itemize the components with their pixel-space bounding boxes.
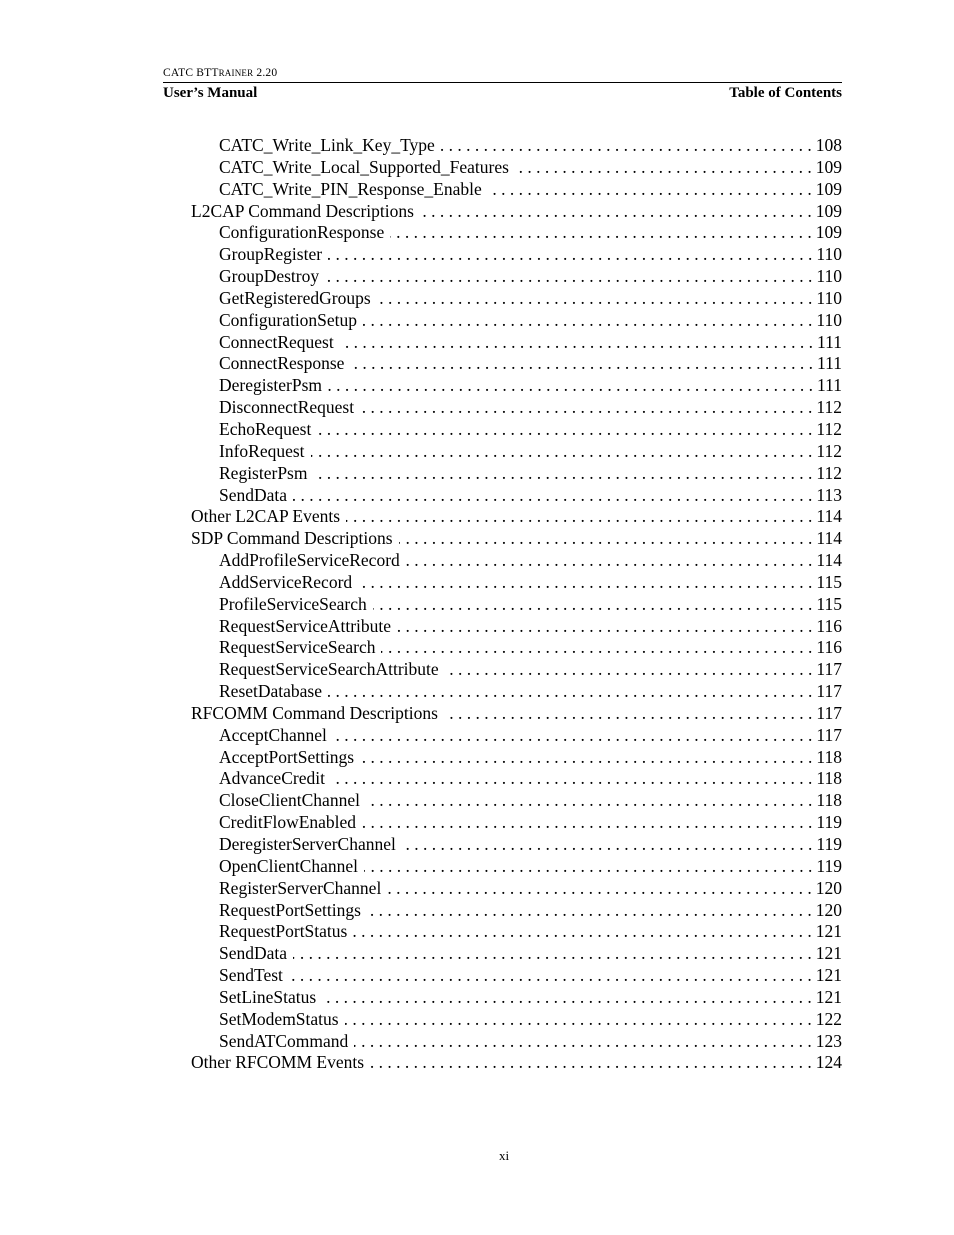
toc-entry-page: 124 <box>815 1052 842 1073</box>
toc-entry[interactable] <box>163 463 842 485</box>
toc-entry-page: 109 <box>815 222 842 243</box>
toc-entry-title: ConfigurationSetup <box>219 309 358 330</box>
toc-entry-title: AddProfileServiceRecord <box>219 550 400 571</box>
toc-dot-leader <box>325 266 812 288</box>
header-product-smallcaps: RAINER <box>218 68 254 78</box>
toc-entry-page: 110 <box>816 244 842 265</box>
toc-entry[interactable] <box>163 135 842 157</box>
toc-entry-page: 123 <box>815 1030 842 1051</box>
toc-entry-title: CloseClientChannel <box>219 790 360 811</box>
toc-dot-leader <box>328 375 813 397</box>
toc-entry-page: 111 <box>817 353 842 374</box>
toc-entry-page: 117 <box>816 659 842 680</box>
toc-entry-title: L2CAP Command Descriptions <box>191 200 414 221</box>
toc-entry-title: Other L2CAP Events <box>191 506 341 527</box>
toc-entry-page: 116 <box>816 615 842 636</box>
toc-entry[interactable] <box>163 419 842 441</box>
toc-entry-title: GroupRegister <box>219 244 323 265</box>
toc-dot-leader <box>311 441 813 463</box>
toc-dot-leader <box>333 725 813 747</box>
toc-entry-page: 109 <box>815 178 842 199</box>
toc-entry-page: 111 <box>817 331 842 352</box>
toc-dot-leader <box>328 681 812 703</box>
toc-dot-leader <box>488 179 812 201</box>
toc-dot-leader <box>387 878 811 900</box>
toc-entry-page: 115 <box>816 593 842 614</box>
toc-entry-page: 114 <box>816 550 842 571</box>
toc-entry[interactable] <box>163 1031 842 1053</box>
toc-entry-title: ResetDatabase <box>219 681 323 702</box>
toc-entry-title: GroupDestroy <box>219 266 320 287</box>
toc-entry-title: DeregisterPsm <box>219 375 323 396</box>
toc-entry-page: 111 <box>817 375 842 396</box>
toc-entry[interactable] <box>163 1009 842 1031</box>
toc-entry[interactable] <box>163 310 842 332</box>
toc-entry[interactable] <box>163 528 842 550</box>
toc-entry-page: 116 <box>816 637 842 658</box>
toc-entry-page: 109 <box>815 200 842 221</box>
toc-entry-title: RequestPortSettings <box>219 899 361 920</box>
toc-entry[interactable] <box>163 681 842 703</box>
toc-entry-title: SetLineStatus <box>219 986 317 1007</box>
toc-dot-leader <box>354 1031 811 1053</box>
toc-dot-leader <box>420 201 812 223</box>
toc-entry[interactable] <box>163 703 842 725</box>
header-product-prefix: CATC BTT <box>163 67 219 79</box>
toc-entry-page: 110 <box>816 266 842 287</box>
toc-entry-title: SendATCommand <box>219 1030 349 1051</box>
toc-dot-leader <box>366 790 812 812</box>
toc-entry[interactable] <box>163 637 842 659</box>
toc-entry[interactable] <box>163 943 842 965</box>
toc-entry-title: InfoRequest <box>219 440 305 461</box>
toc-dot-leader <box>363 310 812 332</box>
toc-entry[interactable] <box>163 485 842 507</box>
toc-entry[interactable] <box>163 157 842 179</box>
toc-entry-page: 119 <box>816 855 842 876</box>
toc-entry-title: DeregisterServerChannel <box>219 834 396 854</box>
toc-entry-title: ConnectRequest <box>219 331 334 352</box>
toc-dot-leader <box>381 637 812 659</box>
header-product-version: 2.20 <box>253 67 278 79</box>
toc-entry[interactable] <box>163 812 842 834</box>
toc-dot-leader <box>289 965 812 987</box>
toc-dot-leader <box>397 616 812 638</box>
toc-entry-page: 115 <box>816 571 842 592</box>
toc-entry-title: RequestServiceSearchAttribute <box>219 659 439 680</box>
toc-dot-leader <box>360 747 812 769</box>
toc-entry[interactable] <box>163 747 842 769</box>
toc-entry[interactable] <box>163 244 842 266</box>
toc-entry[interactable] <box>163 201 842 223</box>
toc-entry[interactable] <box>163 965 842 987</box>
toc-entry-title: SendData <box>219 484 288 505</box>
toc-dot-leader <box>445 659 813 681</box>
toc-dot-leader <box>340 332 813 354</box>
toc-entry[interactable] <box>163 222 842 244</box>
toc-entry-title: SDP Command Descriptions <box>191 528 393 549</box>
toc-entry-title: Other RFCOMM Events <box>191 1052 365 1073</box>
toc-entry-title: CATC_Write_Local_Supported_Features <box>219 156 509 177</box>
toc-entry[interactable] <box>163 266 842 288</box>
toc-entry[interactable] <box>163 397 842 419</box>
toc-entry[interactable] <box>163 506 842 528</box>
toc-entry-page: 120 <box>815 877 842 898</box>
toc-entry-title: SetModemStatus <box>219 1008 339 1029</box>
toc-entry-page: 112 <box>816 440 842 461</box>
toc-dot-leader <box>293 485 812 507</box>
toc-dot-leader <box>367 900 812 922</box>
toc-entry-page: 112 <box>816 397 842 418</box>
toc-entry[interactable] <box>163 725 842 747</box>
toc-entry-title: SendTest <box>219 965 283 986</box>
toc-entry[interactable] <box>163 659 842 681</box>
toc-entry-page: 109 <box>815 156 842 177</box>
toc-entry-page: 119 <box>816 812 842 833</box>
toc-entry-page: 121 <box>815 921 842 942</box>
toc-entry-title: AcceptChannel <box>219 724 327 745</box>
toc-entry-title: EchoRequest <box>219 418 312 439</box>
toc-entry[interactable] <box>163 550 842 572</box>
toc-entry-title: RequestServiceSearch <box>219 637 376 658</box>
toc-entry[interactable] <box>163 790 842 812</box>
toc-entry-title: GetRegisteredGroups <box>219 287 371 308</box>
toc-dot-leader <box>353 921 811 943</box>
header-section-title: Table of Contents <box>729 85 842 101</box>
toc-entry-title: ProfileServiceSearch <box>219 593 367 614</box>
toc-dot-leader <box>406 550 813 572</box>
toc-entry-title: OpenClientChannel <box>219 855 359 876</box>
toc-dot-leader <box>377 288 813 310</box>
toc-entry-page: 110 <box>816 287 842 308</box>
toc-entry-page: 112 <box>816 462 842 483</box>
toc-entry-page: 122 <box>815 1008 842 1029</box>
toc-dot-leader <box>390 222 811 244</box>
toc-entry-title: AcceptPortSettings <box>219 746 355 767</box>
toc-entry-page: 114 <box>816 528 842 549</box>
toc-dot-leader <box>370 1052 812 1074</box>
toc-entry[interactable] <box>163 921 842 943</box>
table-of-contents <box>163 135 842 1074</box>
toc-dot-leader <box>328 244 812 266</box>
toc-entry-title: ConfigurationResponse <box>219 222 385 243</box>
header-rule <box>163 82 842 83</box>
toc-entry-title: CreditFlowEnabled <box>219 812 357 833</box>
toc-entry-page: 120 <box>815 899 842 920</box>
toc-entry[interactable] <box>163 179 842 201</box>
toc-entry-page: 110 <box>816 309 842 330</box>
toc-entry-page: 117 <box>816 724 842 745</box>
toc-entry-page: 118 <box>816 790 842 811</box>
toc-entry[interactable] <box>163 616 842 638</box>
toc-entry-title: CATC_Write_PIN_Response_Enable <box>219 178 482 199</box>
toc-entry-title: AdvanceCredit <box>219 768 325 789</box>
toc-dot-leader <box>444 703 812 725</box>
toc-dot-leader <box>350 353 813 375</box>
toc-dot-leader <box>313 463 812 485</box>
toc-entry-title: RequestPortStatus <box>219 921 348 942</box>
toc-entry[interactable] <box>163 572 842 594</box>
toc-entry[interactable] <box>163 441 842 463</box>
toc-entry[interactable] <box>163 375 842 397</box>
toc-dot-leader <box>364 856 812 878</box>
toc-dot-leader <box>362 812 812 834</box>
toc-entry-title: RFCOMM Command Descriptions <box>191 702 438 723</box>
toc-dot-leader <box>317 419 812 441</box>
header-manual-title: User’s Manual <box>163 85 258 101</box>
toc-entry-page: 121 <box>815 943 842 964</box>
toc-entry[interactable] <box>163 856 842 878</box>
toc-entry-title: RegisterPsm <box>219 462 308 483</box>
toc-entry-page: 113 <box>816 484 842 505</box>
toc-entry-page: 121 <box>815 965 842 986</box>
toc-entry-page: 118 <box>816 746 842 767</box>
toc-entry-title: SendData <box>219 943 288 964</box>
toc-dot-leader <box>399 528 813 550</box>
toc-dot-leader <box>515 157 812 179</box>
toc-dot-leader <box>322 987 812 1009</box>
toc-dot-leader <box>441 135 812 157</box>
toc-entry[interactable] <box>163 332 842 354</box>
toc-dot-leader <box>373 594 813 616</box>
header-product-name <box>163 67 277 79</box>
toc-entry-page: 118 <box>816 768 842 789</box>
toc-entry-page: 108 <box>815 135 842 155</box>
toc-entry[interactable] <box>163 768 842 790</box>
toc-entry-page: 114 <box>816 506 842 527</box>
toc-entry-page: 121 <box>815 986 842 1007</box>
toc-entry[interactable] <box>163 878 842 900</box>
toc-entry-title: DisconnectRequest <box>219 397 355 418</box>
toc-entry[interactable] <box>163 900 842 922</box>
toc-dot-leader <box>346 506 812 528</box>
toc-entry[interactable] <box>163 594 842 616</box>
toc-entry-page: 119 <box>816 834 842 854</box>
toc-entry-title: ConnectResponse <box>219 353 345 374</box>
toc-entry-title: RegisterServerChannel <box>219 877 382 898</box>
toc-entry[interactable] <box>163 1052 842 1074</box>
toc-entry-title: RequestServiceAttribute <box>219 615 392 636</box>
toc-entry-page: 117 <box>816 681 842 702</box>
toc-entry-page: 112 <box>816 418 842 439</box>
toc-dot-leader <box>360 397 812 419</box>
toc-dot-leader <box>293 943 812 965</box>
toc-entry-title: AddServiceRecord <box>219 571 353 592</box>
toc-entry[interactable] <box>163 987 842 1009</box>
toc-entry[interactable] <box>163 353 842 375</box>
footer-page-number: xi <box>498 1148 510 1163</box>
toc-dot-leader <box>345 1009 812 1031</box>
toc-entry[interactable] <box>163 834 842 856</box>
toc-dot-leader <box>358 572 812 594</box>
toc-entry[interactable] <box>163 288 842 310</box>
toc-dot-leader <box>331 768 812 790</box>
toc-entry-page: 117 <box>816 702 842 723</box>
toc-dot-leader <box>402 834 813 856</box>
toc-entry-title: CATC_Write_Link_Key_Type <box>219 135 435 155</box>
